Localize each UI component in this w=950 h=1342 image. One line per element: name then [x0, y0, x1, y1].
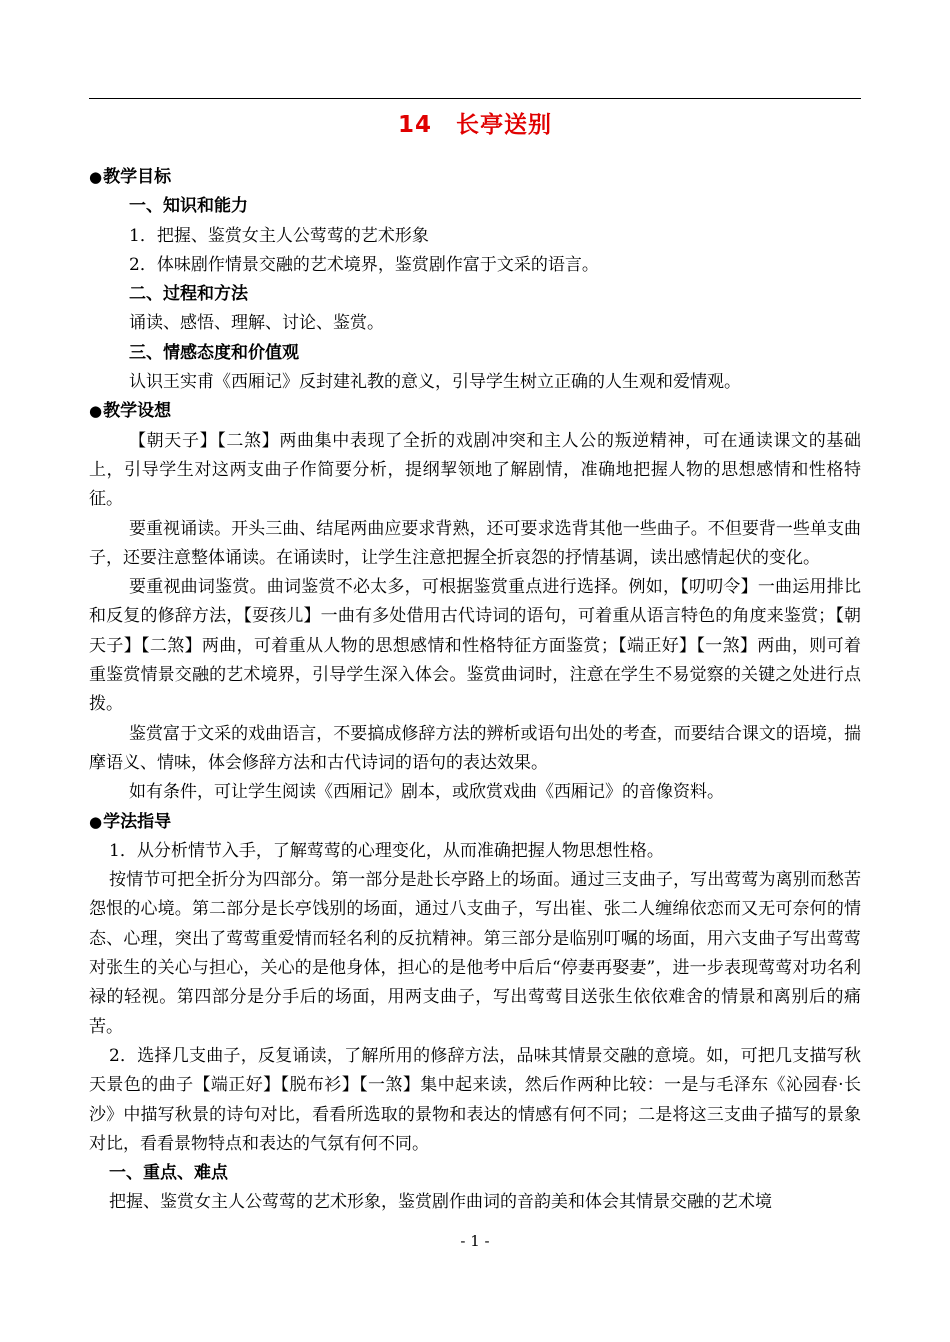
paragraph: 要重视曲词鉴赏。曲词鉴赏不必太多，可根据鉴赏重点进行选择。例如，【叨叨令】一曲运用排比和反复的修辞方法，【耍孩儿】一曲有多处借用古代诗词的语句，可着重从语言特色的角度来鉴赏；【朝天子】【二煞】两曲，可着重从人物的思想感情和性格特征方面鉴赏；【端正好】【一煞】两曲，则可着重鉴赏情景交融的艺术境界，引导学生深入体会。鉴赏曲词时，注意在学生不易觉察的关键之处进行点拨。	[89, 577, 861, 715]
paragraph: 认识王实甫《西厢记》反封建礼教的意义，引导学生树立正确的人生观和爱情观。	[129, 372, 741, 393]
header-rule	[89, 98, 861, 99]
paragraph: 诵读、感悟、理解、讨论、鉴赏。	[129, 313, 384, 334]
page-title: 14 长亭送别	[397, 112, 552, 138]
subheading: 三、情感态度和价值观	[129, 342, 299, 363]
subheading: 二、过程和方法	[129, 284, 248, 305]
paragraph: 按情节可把全折分为四部分。第一部分是赴长亭路上的场面。通过三支曲子，写出莺莺为离别而愁苦怨恨的心境。第二部分是长亭饯别的场面，通过八支曲子，写出崔、张二人缠绵依恋而又无可奈何的情态、心理，突出了莺莺重爱情而轻名利的反抗精神。第三部分是临别叮嘱的场面，用六支曲子写出莺莺对张生的关心与担心，关心的是他身体，担心的是他考中后后“停妻再娶妻”，进一步表现莺莺对功名利禄的轻视。第四部分是分手后的场面，用两支曲子，写出莺莺目送张生依依难舍的情景和离别后的痛苦。	[89, 870, 861, 1037]
subheading: 一、重点、难点	[109, 1163, 228, 1184]
section-heading-guide: ●学法指导	[89, 811, 172, 832]
paragraph: 1．从分析情节入手，了解莺莺的心理变化，从而准确把握人物思想性格。	[109, 840, 664, 861]
page-number: - 1 -	[460, 1232, 490, 1250]
bullet-icon: ●	[89, 812, 103, 831]
paragraph: 2．选择几支曲子，反复诵读，了解所用的修辞方法，品味其情景交融的意境。如，可把几支描写秋天景色的曲子【端正好】【脱布衫】【一煞】集中起来读，然后作两种比较：一是与毛泽东《沁园春·长沙》中描写秋景的诗句对比，看看所选取的景物和表达的情感有何不同；二是将这三支曲子描写的景象对比，看看景物特点和表达的气氛有何不同。	[89, 1045, 861, 1154]
paragraph: 如有条件，可让学生阅读《西厢记》剧本，或欣赏戏曲《西厢记》的音像资料。	[129, 782, 724, 803]
bullet-icon: ●	[89, 402, 103, 421]
paragraph: 把握、鉴赏女主人公莺莺的艺术形象，鉴赏剧作曲词的音韵美和体会其情景交融的艺术境	[109, 1192, 772, 1213]
paragraph: 【朝天子】【二煞】两曲集中表现了全折的戏剧冲突和主人公的叛逆精神，可在通读课文的基础上，引导学生对这两支曲子作简要分析，提纲挈领地了解剧情，准确地把握人物的思想感情和性格特征。	[89, 430, 861, 510]
document-body	[89, 163, 861, 1218]
section-heading-design: ●教学设想	[89, 401, 172, 422]
bullet-icon: ●	[89, 168, 103, 186]
paragraph: 要重视诵读。开头三曲、结尾两曲应要求背熟，还可要求选背其他一些曲子。不但要背一些单支曲子，还要注意整体诵读。在诵读时，让学生注意把握全折哀怨的抒情基调，读出感情起伏的变化。	[89, 518, 861, 568]
list-item: 2．体味剧作情景交融的艺术境界，鉴赏剧作富于文采的语言。	[129, 254, 599, 275]
section-heading-goals: ●教学目标	[89, 167, 172, 187]
paragraph: 鉴赏富于文采的戏曲语言，不要搞成修辞方法的辨析或语句出处的考查，而要结合课文的语境，揣摩语义、情味，体会修辞方法和古代诗词的语句的表达效果。	[89, 723, 861, 773]
list-item: 1．把握、鉴赏女主人公莺莺的艺术形象	[129, 225, 429, 246]
subheading: 一、知识和能力	[129, 196, 248, 217]
